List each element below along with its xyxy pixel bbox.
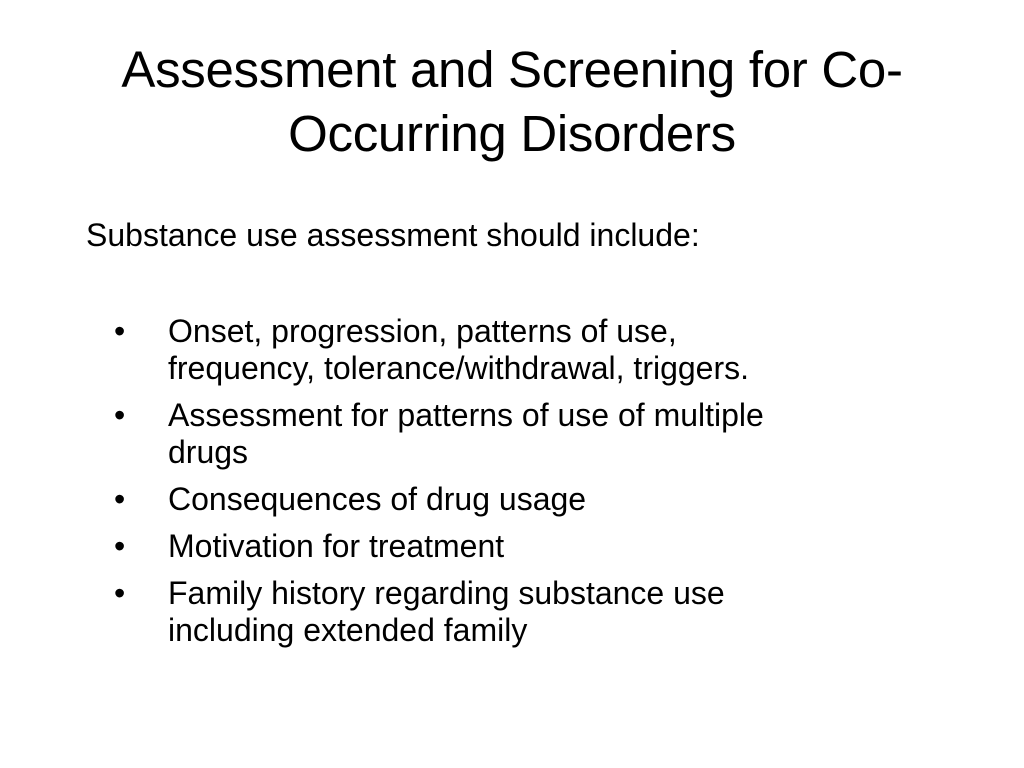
bullet-icon: • <box>114 528 126 564</box>
bullet-text-line-1: Family history regarding substance use <box>168 575 725 611</box>
bullet-icon: • <box>114 313 126 349</box>
bullet-text-line-1: Assessment for patterns of use of multiple <box>168 397 764 433</box>
intro-text: Substance use assessment should include: <box>86 217 700 253</box>
slide-title <box>0 38 1024 166</box>
bullet-text-line-1: Motivation for treatment <box>168 528 505 564</box>
bullet-item <box>110 528 930 565</box>
bullet-icon: • <box>114 397 126 433</box>
bullet-item <box>110 481 930 518</box>
slide-title-line-2: Occurring Disorders <box>288 105 736 162</box>
bullet-item <box>110 397 930 471</box>
bullet-icon: • <box>114 481 126 517</box>
slide-title-line-1: Assessment and Screening for Co- <box>121 41 903 98</box>
bullet-text-line-1: Consequences of drug usage <box>168 481 587 517</box>
bullet-text-line-2: drugs <box>168 434 249 470</box>
bullet-item <box>110 575 930 649</box>
bullet-text-line-2: including extended family <box>168 612 528 648</box>
bullet-list <box>110 313 930 659</box>
bullet-text-line-2: frequency, tolerance/withdrawal, triggers. <box>168 350 750 386</box>
bullet-item <box>110 313 930 387</box>
bullet-text-line-1: Onset, progression, patterns of use, <box>168 313 677 349</box>
bullet-icon: • <box>114 575 126 611</box>
